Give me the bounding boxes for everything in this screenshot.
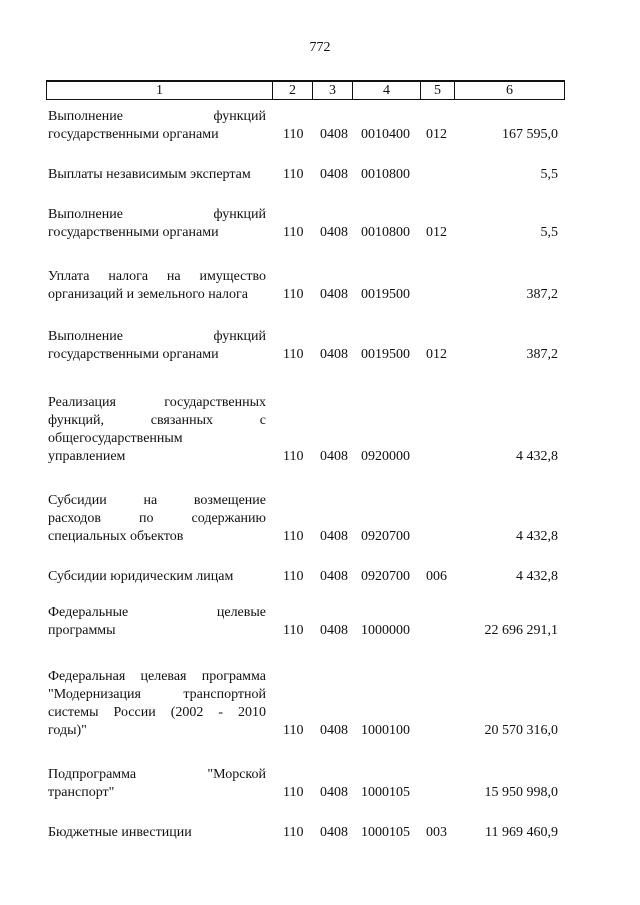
row-cell-c3: 0408 (320, 167, 348, 182)
row-cell-c4: 0920700 (361, 529, 410, 544)
row-cell-c2: 110 (283, 825, 304, 840)
row-description (48, 604, 266, 640)
row-cell-c6: 4 432,8 (516, 569, 558, 584)
description-line: Реализация государственных (48, 395, 266, 410)
row-cell-c3: 0408 (320, 825, 348, 840)
column-header-6: 6 (455, 81, 565, 100)
row-cell-c6: 387,2 (526, 287, 558, 302)
description-line: годы)" (48, 723, 87, 738)
row-cell-c4: 1000105 (361, 785, 410, 800)
row-cell-c2: 110 (283, 449, 304, 464)
row-cell-c2: 110 (283, 127, 304, 142)
row-cell-c6: 387,2 (526, 347, 558, 362)
description-line: Подпрограмма "Морской (48, 767, 266, 782)
description-line: Уплата налога на имущество (48, 269, 266, 284)
row-cell-c3: 0408 (320, 785, 348, 800)
description-line: Выплаты независимым экспертам (48, 167, 251, 182)
column-header-1: 1 (47, 81, 273, 100)
row-cell-c6: 20 570 316,0 (484, 723, 558, 738)
description-line: государственными органами (48, 225, 219, 240)
row-description (48, 568, 266, 586)
row-cell-c6: 4 432,8 (516, 449, 558, 464)
row-description (48, 328, 266, 364)
description-line: транспорт" (48, 785, 115, 800)
row-cell-c2: 110 (283, 529, 304, 544)
row-description (48, 824, 266, 842)
row-cell-c4: 0920700 (361, 569, 410, 584)
row-cell-c6: 5,5 (540, 167, 558, 182)
description-line: Субсидии юридическим лицам (48, 569, 234, 584)
row-cell-c3: 0408 (320, 569, 348, 584)
description-line: государственными органами (48, 347, 219, 362)
row-description (48, 108, 266, 144)
row-cell-c6: 15 950 998,0 (484, 785, 558, 800)
description-line: Выполнение функций (48, 329, 266, 344)
row-cell-c3: 0408 (320, 723, 348, 738)
row-description (48, 492, 266, 546)
row-cell-c4: 1000100 (361, 723, 410, 738)
row-cell-c3: 0408 (320, 449, 348, 464)
column-header-3: 3 (313, 81, 353, 100)
description-line: Субсидии на возмещение (48, 493, 266, 508)
column-header-2: 2 (273, 81, 313, 100)
row-description (48, 166, 266, 184)
column-header-4: 4 (353, 81, 421, 100)
description-line: управлением (48, 449, 126, 464)
description-line: "Модернизация транспортной (48, 687, 266, 702)
row-cell-c6: 11 969 460,9 (485, 825, 558, 840)
row-cell-c2: 110 (283, 623, 304, 638)
row-cell-c3: 0408 (320, 347, 348, 362)
row-cell-c2: 110 (283, 167, 304, 182)
row-cell-c5: 006 (426, 569, 447, 584)
row-cell-c4: 0019500 (361, 287, 410, 302)
row-cell-c4: 0920000 (361, 449, 410, 464)
column-header-table (46, 80, 565, 100)
description-line: специальных объектов (48, 529, 184, 544)
description-line: Выполнение функций (48, 109, 266, 124)
row-cell-c2: 110 (283, 347, 304, 362)
description-line: организаций и земельного налога (48, 287, 248, 302)
row-cell-c3: 0408 (320, 287, 348, 302)
row-cell-c2: 110 (283, 225, 304, 240)
row-cell-c2: 110 (283, 287, 304, 302)
row-description (48, 268, 266, 304)
row-cell-c5: 012 (426, 347, 447, 362)
description-line: расходов по содержанию (48, 511, 266, 526)
row-cell-c6: 22 696 291,1 (484, 623, 558, 638)
row-cell-c4: 1000000 (361, 623, 410, 638)
row-cell-c5: 012 (426, 127, 447, 142)
row-cell-c4: 0019500 (361, 347, 410, 362)
row-cell-c2: 110 (283, 723, 304, 738)
row-description (48, 394, 266, 466)
row-description (48, 668, 266, 740)
description-line: программы (48, 623, 116, 638)
page-number: 772 (309, 40, 331, 55)
row-cell-c6: 167 595,0 (502, 127, 558, 142)
row-cell-c3: 0408 (320, 529, 348, 544)
description-line: Федеральная целевая программа (48, 669, 266, 684)
description-line: Бюджетные инвестиции (48, 825, 192, 840)
row-cell-c6: 5,5 (540, 225, 558, 240)
row-cell-c2: 110 (283, 569, 304, 584)
row-cell-c2: 110 (283, 785, 304, 800)
row-cell-c5: 012 (426, 225, 447, 240)
description-line: функций, связанных с (48, 413, 266, 428)
column-header-5: 5 (421, 81, 455, 100)
row-cell-c4: 0010800 (361, 225, 410, 240)
description-line: Выполнение функций (48, 207, 266, 222)
row-cell-c5: 003 (426, 825, 447, 840)
row-description (48, 206, 266, 242)
description-line: государственными органами (48, 127, 219, 142)
description-line: системы России (2002 - 2010 (48, 705, 266, 720)
row-description (48, 766, 266, 802)
description-line: Федеральные целевые (48, 605, 266, 620)
row-cell-c3: 0408 (320, 225, 348, 240)
row-cell-c4: 0010800 (361, 167, 410, 182)
row-cell-c4: 1000105 (361, 825, 410, 840)
row-cell-c3: 0408 (320, 127, 348, 142)
description-line: общегосударственным (48, 431, 183, 446)
row-cell-c4: 0010400 (361, 127, 410, 142)
row-cell-c3: 0408 (320, 623, 348, 638)
row-cell-c6: 4 432,8 (516, 529, 558, 544)
